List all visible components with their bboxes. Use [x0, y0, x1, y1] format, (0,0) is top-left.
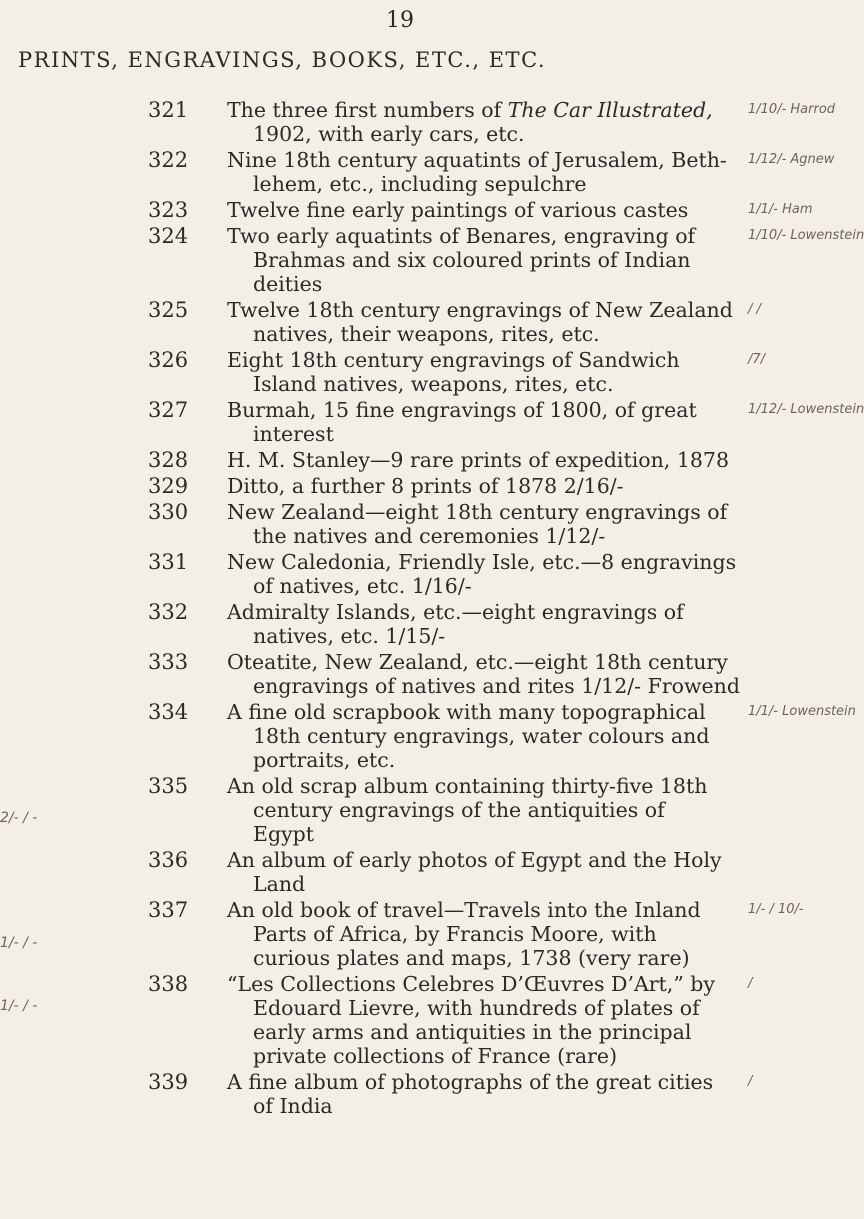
page-heading: PRINTS, ENGRAVINGS, BOOKS, ETC., ETC. — [18, 48, 547, 72]
lot-number: 332 — [148, 600, 189, 624]
lot-entry — [0, 298, 800, 346]
margin-note: 2/- / - — [0, 810, 38, 826]
lot-description-line: Egypt — [253, 822, 315, 846]
handwritten-price-note: /7/ — [748, 352, 766, 367]
lot-description-line: Land — [253, 872, 306, 896]
lot-description-line: century engravings of the antiquities of — [253, 798, 665, 822]
lot-description-line: Ditto, a further 8 prints of 1878 2/16/- — [227, 474, 624, 498]
lot-description — [227, 224, 722, 296]
lot-description — [227, 700, 722, 772]
lot-entry — [0, 198, 813, 222]
lot-description — [227, 298, 733, 346]
lot-description — [227, 650, 740, 698]
lot-entry — [0, 898, 804, 970]
handwritten-price-note: 1/1/- Lowenstein — [748, 704, 856, 719]
lot-description-line: An album of early photos of Egypt and the Holy — [227, 848, 722, 872]
lot-description — [227, 448, 730, 472]
lot-description-line: deities — [253, 272, 323, 296]
lot-description-line: Edouard Lievre, with hundreds of plates of — [253, 996, 700, 1020]
lot-description-line: early arms and antiquities in the principal — [253, 1020, 692, 1044]
lot-entry — [0, 774, 800, 846]
handwritten-price-note: 1/10/- Harrod — [748, 102, 836, 117]
lot-description — [227, 848, 722, 896]
lot-description-line: An old scrap album containing thirty-five 18th — [227, 774, 708, 798]
lot-description-line: Oteatite, New Zealand, etc.—eight 18th century — [227, 650, 728, 674]
lot-description-line: curious plates and maps, 1738 (very rare) — [253, 946, 690, 970]
handwritten-price-note: / — [748, 1074, 753, 1089]
lot-number: 337 — [148, 898, 189, 922]
handwritten-price-note: 1/12/- Lowenstein — [748, 402, 864, 417]
lot-entry — [0, 98, 836, 146]
lot-description — [227, 972, 722, 1068]
lot-number: 327 — [148, 398, 189, 422]
periodical-title: The Car Illustrated, — [507, 98, 713, 122]
handwritten-price-note: 1/1/- Ham — [748, 202, 813, 217]
lot-description — [227, 898, 722, 970]
lot-number: 321 — [148, 98, 189, 122]
lot-description-line: “Les Collections Celebres D’Œuvres D’Art,” by — [227, 972, 716, 996]
lot-number: 328 — [148, 448, 189, 472]
lot-description-line: portraits, etc. — [253, 748, 396, 772]
lot-description-line: An old book of travel—Travels into the Inland — [227, 898, 701, 922]
lot-description — [227, 500, 728, 548]
lot-number: 336 — [148, 848, 189, 872]
lot-description-line: Twelve fine early paintings of various castes — [227, 198, 689, 222]
lot-description-line: Parts of Africa, by Francis Moore, with — [253, 922, 657, 946]
lot-entry — [0, 398, 864, 446]
lot-number: 322 — [148, 148, 189, 172]
lot-entry — [0, 550, 800, 598]
lot-number: 329 — [148, 474, 189, 498]
lot-entry — [0, 500, 800, 548]
lot-entry — [0, 650, 800, 698]
lot-entry — [0, 700, 856, 772]
lot-description-line: natives, their weapons, rites, etc. — [253, 322, 600, 346]
lot-entry — [0, 1070, 800, 1118]
lot-description-line: lehem, etc., including sepulchre — [253, 172, 587, 196]
lot-description-line: Eight 18th century engravings of Sandwich — [227, 348, 680, 372]
handwritten-price-note: 1/10/- Lowenstein — [748, 228, 864, 243]
lot-description — [227, 198, 722, 222]
lot-entry — [0, 474, 800, 498]
margin-note: 1/- / - — [0, 998, 38, 1014]
lot-number: 323 — [148, 198, 189, 222]
lot-description-line: 18th century engravings, water colours and — [253, 724, 710, 748]
lot-description-line: H. M. Stanley—9 rare prints of expedition, 1878 — [227, 448, 730, 472]
lot-entry — [0, 148, 835, 196]
lot-description-line: Two early aquatints of Benares, engraving of — [227, 224, 696, 248]
lot-description-line: Twelve 18th century engravings of New Zealand — [227, 298, 733, 322]
lot-description-line: the natives and ceremonies 1/12/- — [253, 524, 606, 548]
lot-description-line: of India — [253, 1094, 333, 1118]
lot-description-line: engravings of natives and rites 1/12/- Frowend — [253, 674, 740, 698]
lot-number: 339 — [148, 1070, 189, 1094]
lot-number: 326 — [148, 348, 189, 372]
lot-entry — [0, 348, 800, 396]
lot-description — [227, 474, 722, 498]
lot-number: 338 — [148, 972, 189, 996]
lot-number: 331 — [148, 550, 189, 574]
lot-description-line: private collections of France (rare) — [253, 1044, 618, 1068]
lot-number: 333 — [148, 650, 189, 674]
lot-description-line: Island natives, weapons, rites, etc. — [253, 372, 614, 396]
lot-list — [0, 98, 864, 1120]
lot-description — [227, 98, 722, 146]
handwritten-price-note: / — [748, 976, 753, 991]
lot-description — [227, 1070, 722, 1118]
lot-description-line: interest — [253, 422, 334, 446]
lot-description — [227, 550, 737, 598]
lot-description-line: natives, etc. 1/15/- — [253, 624, 446, 648]
handwritten-price-note: 1/- / 10/- — [748, 902, 804, 917]
lot-number: 324 — [148, 224, 189, 248]
lot-number: 335 — [148, 774, 189, 798]
lot-description-line: Burmah, 15 fine engravings of 1800, of great — [227, 398, 697, 422]
lot-description — [227, 148, 727, 196]
lot-description-line: A fine old scrapbook with many topographical — [227, 700, 706, 724]
lot-number: 325 — [148, 298, 189, 322]
margin-note: 1/- / - — [0, 935, 38, 951]
lot-description-line: New Caledonia, Friendly Isle, etc.—8 engravings — [227, 550, 737, 574]
lot-description — [227, 398, 722, 446]
lot-description-line: 1902, with early cars, etc. — [253, 122, 525, 146]
lot-description — [227, 774, 722, 846]
lot-entry — [0, 600, 800, 648]
handwritten-price-note: / / — [748, 302, 761, 317]
handwritten-price-note: 1/12/- Agnew — [748, 152, 835, 167]
lot-entry — [0, 972, 800, 1068]
page-number: 19 — [386, 8, 414, 33]
lot-description-line: New Zealand—eight 18th century engravings of — [227, 500, 728, 524]
lot-entry — [0, 848, 800, 896]
lot-entry — [0, 224, 864, 296]
lot-description-line: of natives, etc. 1/16/- — [253, 574, 472, 598]
lot-description-line: Admiralty Islands, etc.—eight engravings of — [227, 600, 684, 624]
lot-description-line: Nine 18th century aquatints of Jerusalem, Beth- — [227, 148, 727, 172]
lot-description-line: A fine album of photographs of the great cities — [227, 1070, 714, 1094]
lot-description-line: The three first numbers of The Car Illustrated, — [227, 98, 713, 122]
lot-description — [227, 600, 722, 648]
lot-number: 334 — [148, 700, 189, 724]
lot-number: 330 — [148, 500, 189, 524]
lot-entry — [0, 448, 800, 472]
lot-description-line: Brahmas and six coloured prints of Indian — [253, 248, 691, 272]
lot-description — [227, 348, 722, 396]
